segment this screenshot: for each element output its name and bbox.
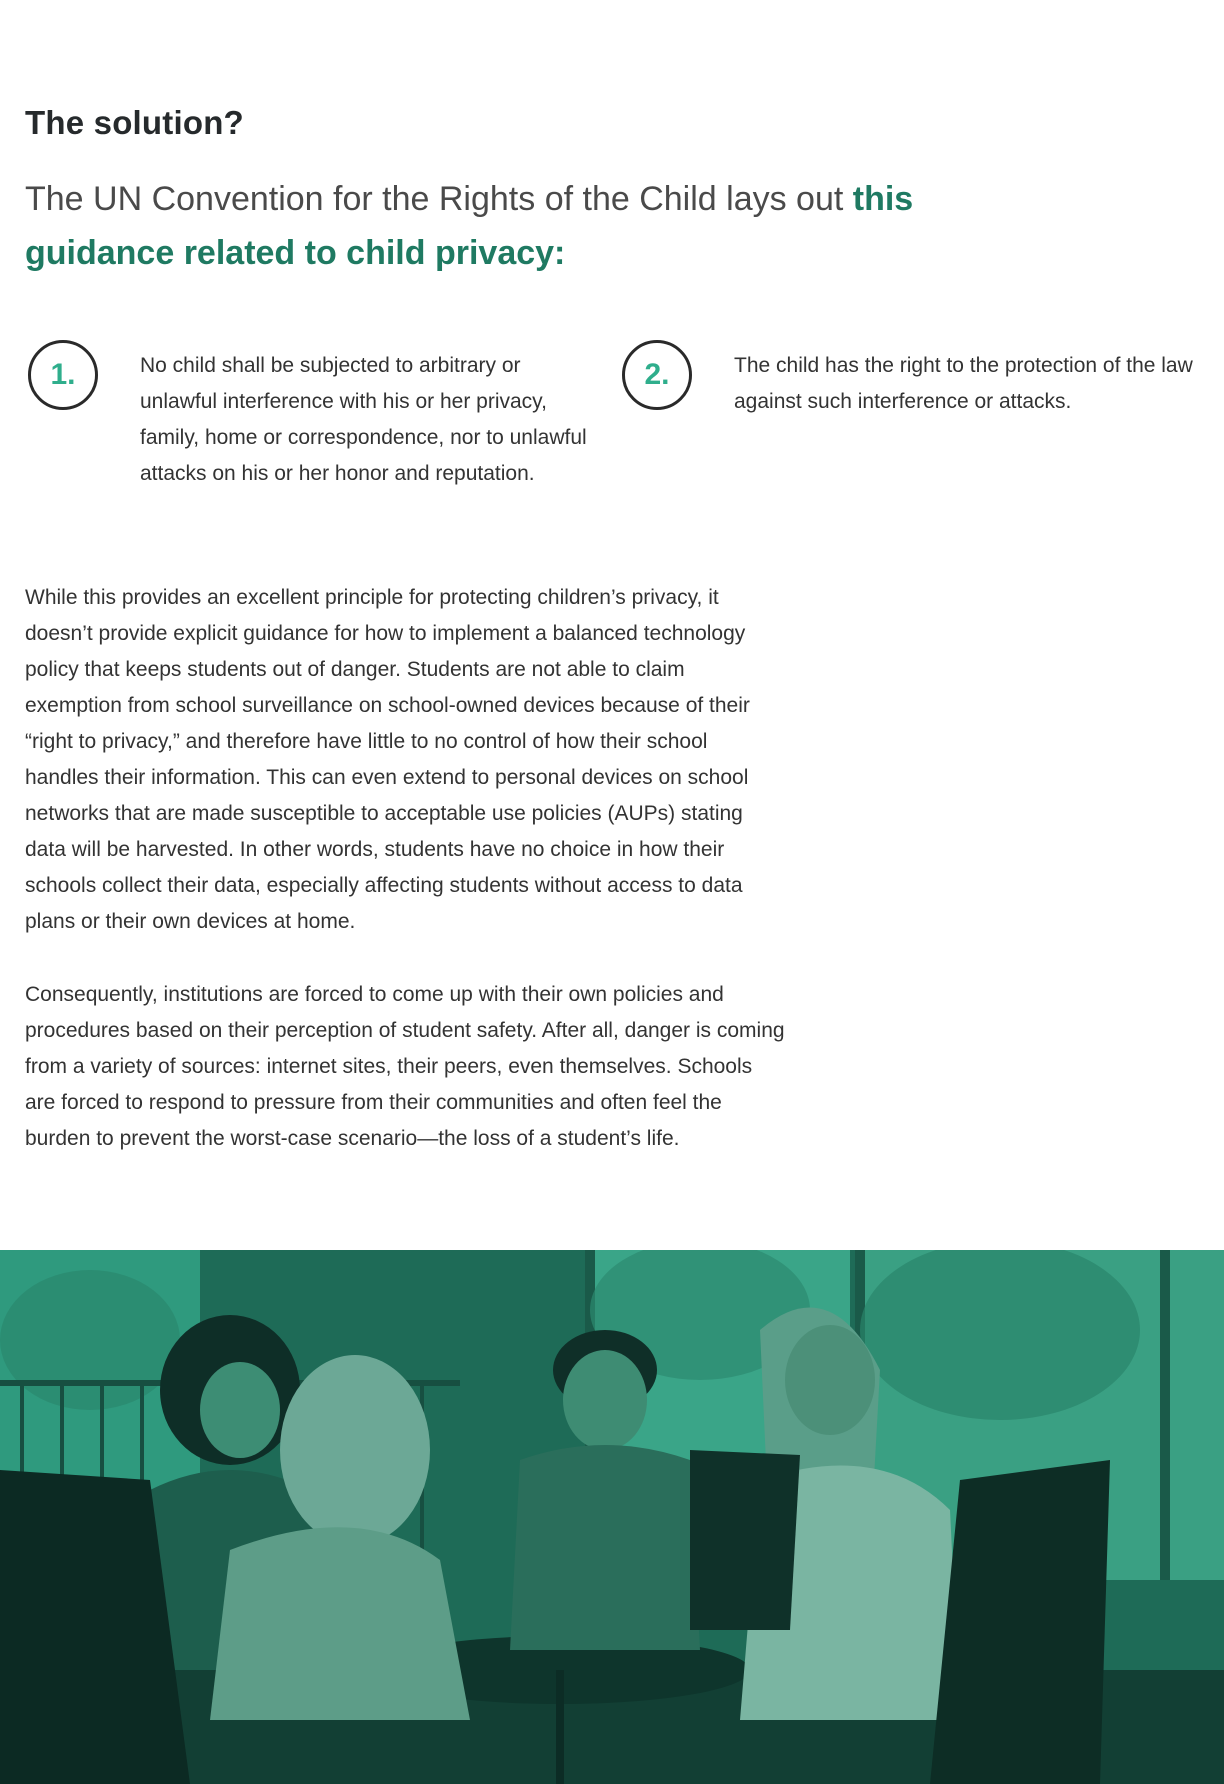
- body-paragraph: While this provides an excellent principle for protecting children’s privacy, it doesn’t provide explicit guidance for how to implement a balanced technology policy that keeps students out of danger. Students are not able to claim exemption from school surveillance on school-owned devices because of their “right to privacy,” and therefore have little to no control of how their school handles their information. This can even extend to personal devices on school networks that are made susceptible to acceptable use policies (AUPs) stating data will be harvested. In other words, students have no choice in how their schools collect their data, especially affecting students without access to data plans or their own devices at home.: [25, 586, 750, 933]
- number-badge: 2.: [622, 340, 692, 410]
- lead-accent: this guidance related to child privacy:: [25, 180, 914, 272]
- guidance-text: No child shall be subjected to arbitrary or unlawful interference with his or her privacy, family, home or correspondence, nor to unlawful attacks on his or her honor and reputation.: [140, 354, 587, 485]
- students-photo-illustration: [0, 1250, 1224, 1784]
- guidance-text: The child has the right to the protection of the law against such interference or attacks.: [734, 354, 1193, 413]
- page-title: The solution?: [25, 104, 244, 141]
- body-paragraph: Consequently, institutions are forced to come up with their own policies and procedures based on their perception of student safety. After all, danger is coming from a variety of sources: internet sites, their peers, even themselves. Schools are forced to respond to pressure from their communities and often feel the burden to prevent the worst-case scenario—the loss of a student’s life.: [25, 983, 785, 1150]
- number-badge: 1.: [28, 340, 98, 410]
- lead-plain: The UN Convention for the Rights of the Child lays out: [25, 180, 853, 218]
- students-photo: [0, 1250, 1224, 1784]
- lead-statement: [25, 172, 925, 280]
